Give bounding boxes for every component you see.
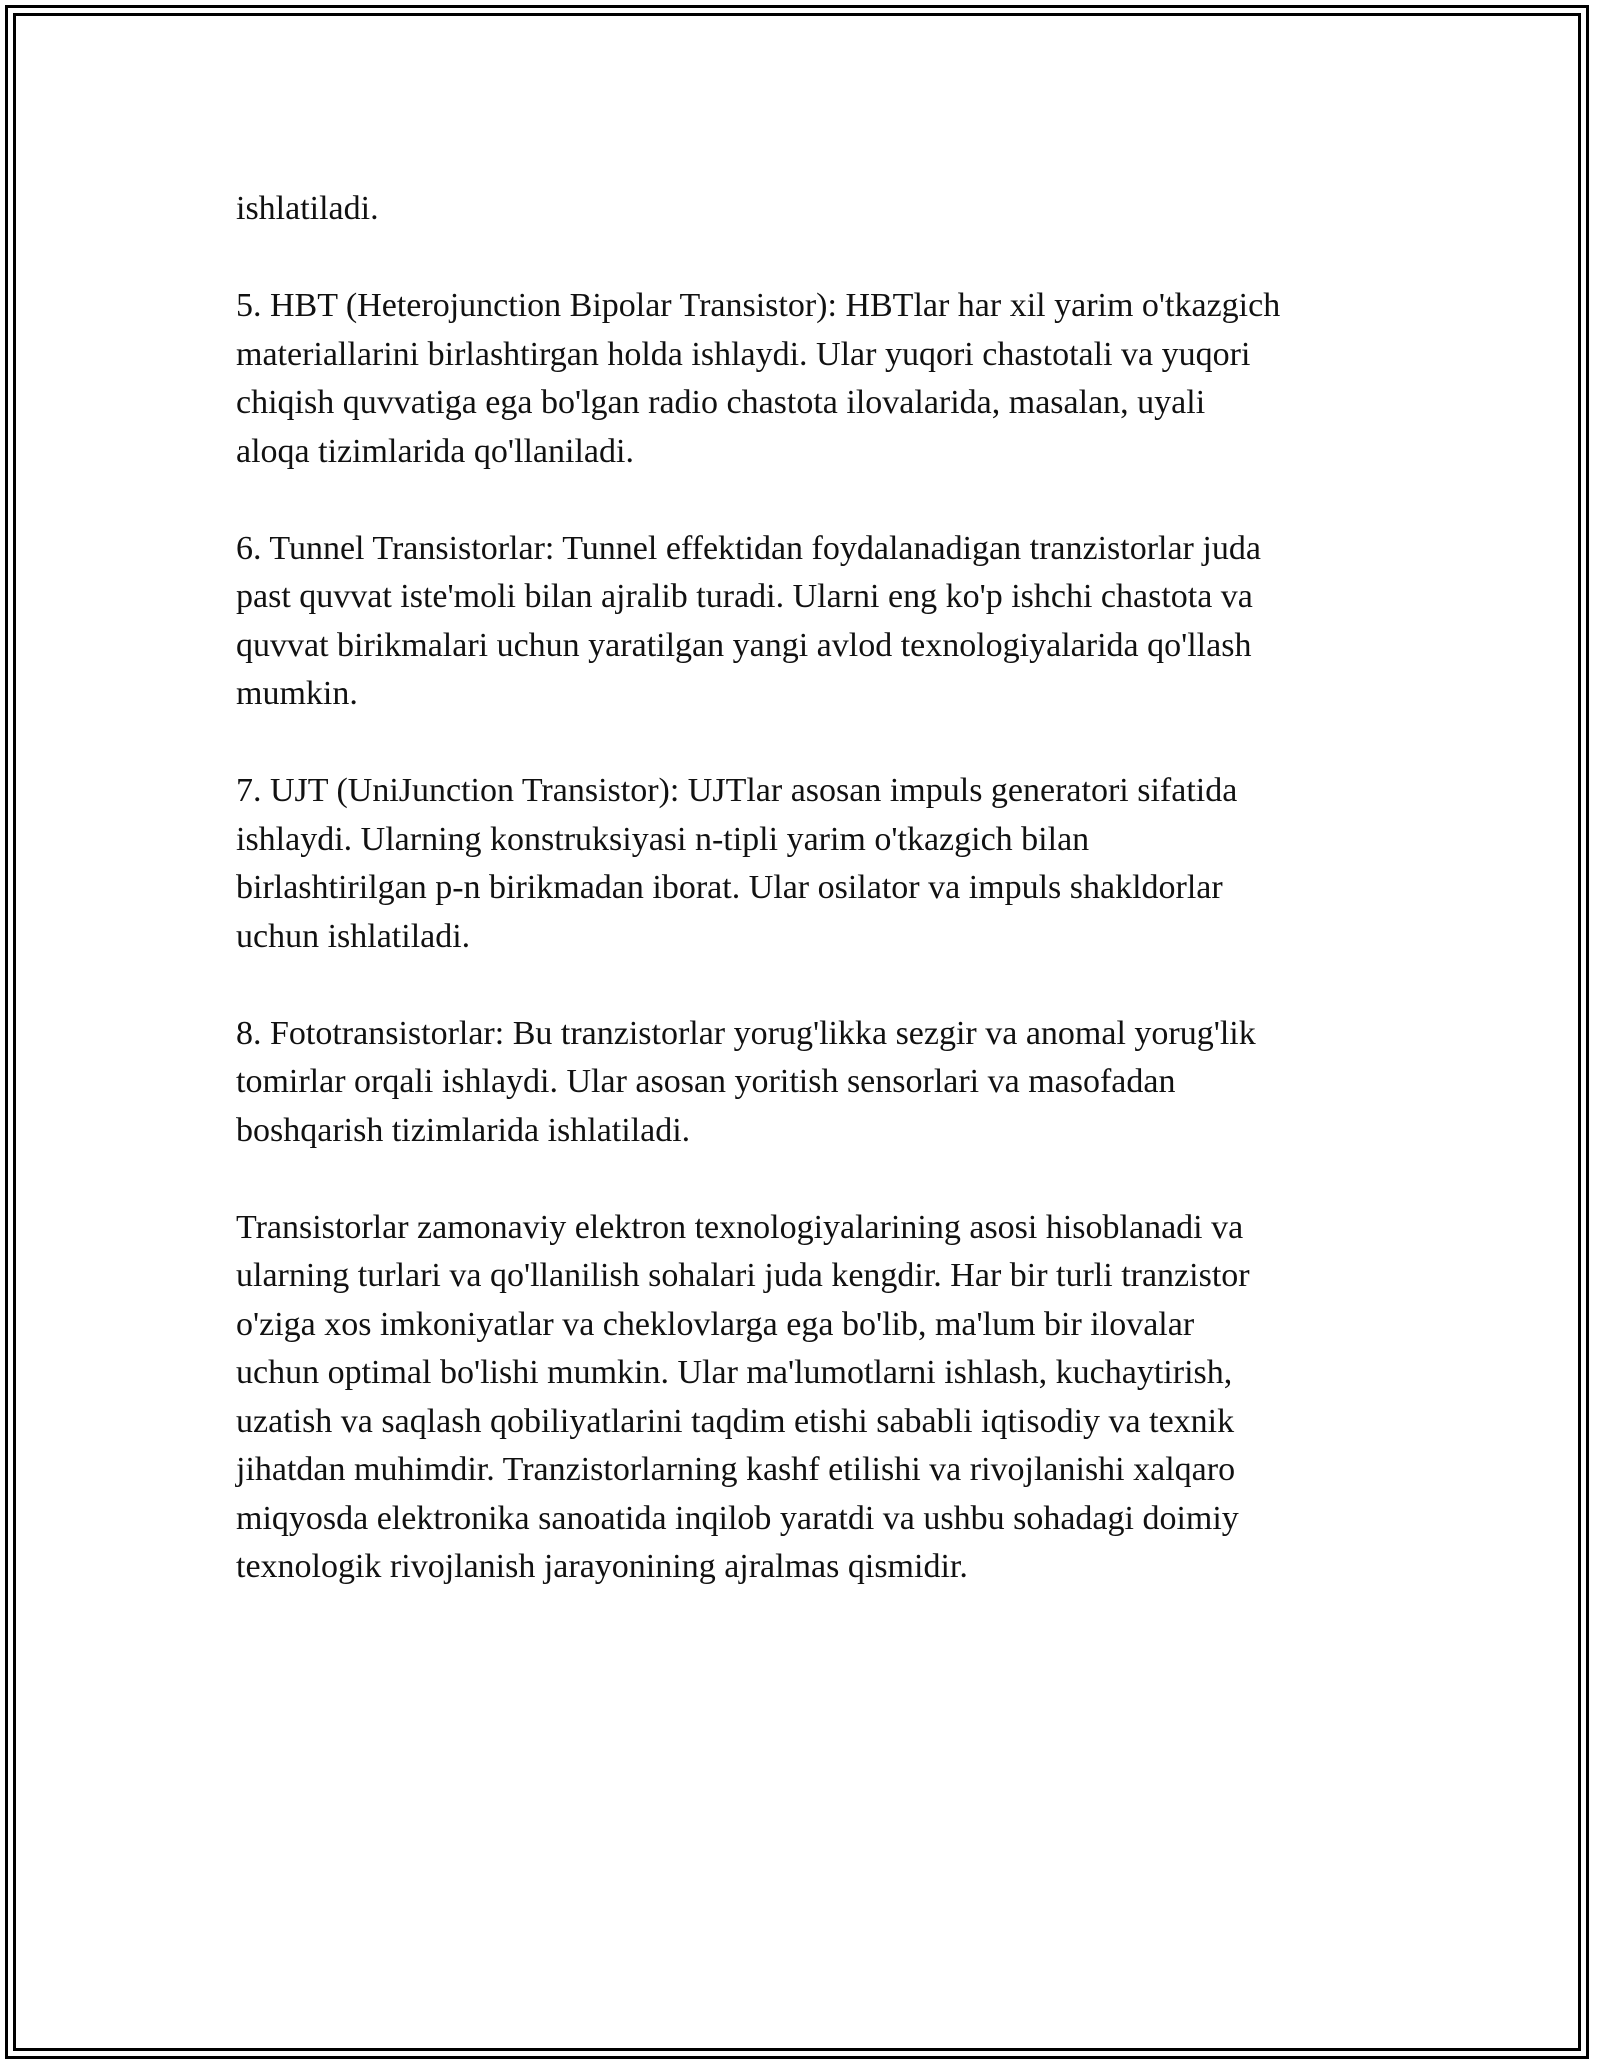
paragraph-ujt: 7. UJT (UniJunction Transistor): UJTlar asosan impuls generatori sifatida ishlaydi. Ularning konstruksiyasi n-tipli yarim o'tkazgich bilan birlashtirilgan p-n birikmadan iborat. Ular osilator va impuls shakldorlar uchun ishlatiladi.: [236, 772, 1238, 955]
paragraph-tunnel-transistors: 6. Tunnel Transistorlar: Tunnel effektidan foydalanadigan tranzistorlar juda past quvvat iste'moli bilan ajralib turadi. Ularni eng ko'p ishchi chastota va quvvat birikmalari uchun yaratilgan yangi avlod texnologiyalarida qo'llash mumkin.: [236, 529, 1261, 712]
paragraph-continuation: ishlatiladi.: [236, 190, 379, 227]
paragraph-phototransistors: 8. Fototransistorlar: Bu tranzistorlar yorug'likka sezgir va anomal yorug'lik tomirlar orqali ishlaydi. Ular asosan yoritish sensorlari va masofadan boshqarish tizimlarida ishlatiladi.: [236, 1014, 1256, 1149]
paragraph-hbt: 5. HBT (Heterojunction Bipolar Transistor): HBTlar har xil yarim o'tkazgich materiallarini birlashtirgan holda ishlaydi. Ular yuqori chastotali va yuqori chiqish quvvatiga ega bo'lgan radio chastota ilovalarida, masalan, uyali aloqa tizimlarida qo'llaniladi.: [236, 287, 1281, 470]
paragraph-conclusion: Transistorlar zamonaviy elektron texnologiyalarining asosi hisoblanadi va ularning turlari va qo'llanilish sohalari juda kengdir. Har bir turli tranzistor o'ziga xos imkoniyatlar va cheklovlarga ega bo'lib, ma'lum bir ilovalar uchun optimal bo'lishi mumkin. Ular ma'lumotlarni ishlash, kuchaytirish, uzatish va saqlash qobiliyatlarini taqdim etishi sababli iqtisodiy va texnik jihatdan muhimdir. Tranzistorlarning kashf etilishi va rivojlanishi xalqaro miqyosda elektronika sanoatida inqilob yaratdi va ushbu sohadagi doimiy texnologik rivojlanish jarayonining ajralmas qismidir.: [236, 1208, 1250, 1585]
document-body: [236, 185, 1396, 1640]
